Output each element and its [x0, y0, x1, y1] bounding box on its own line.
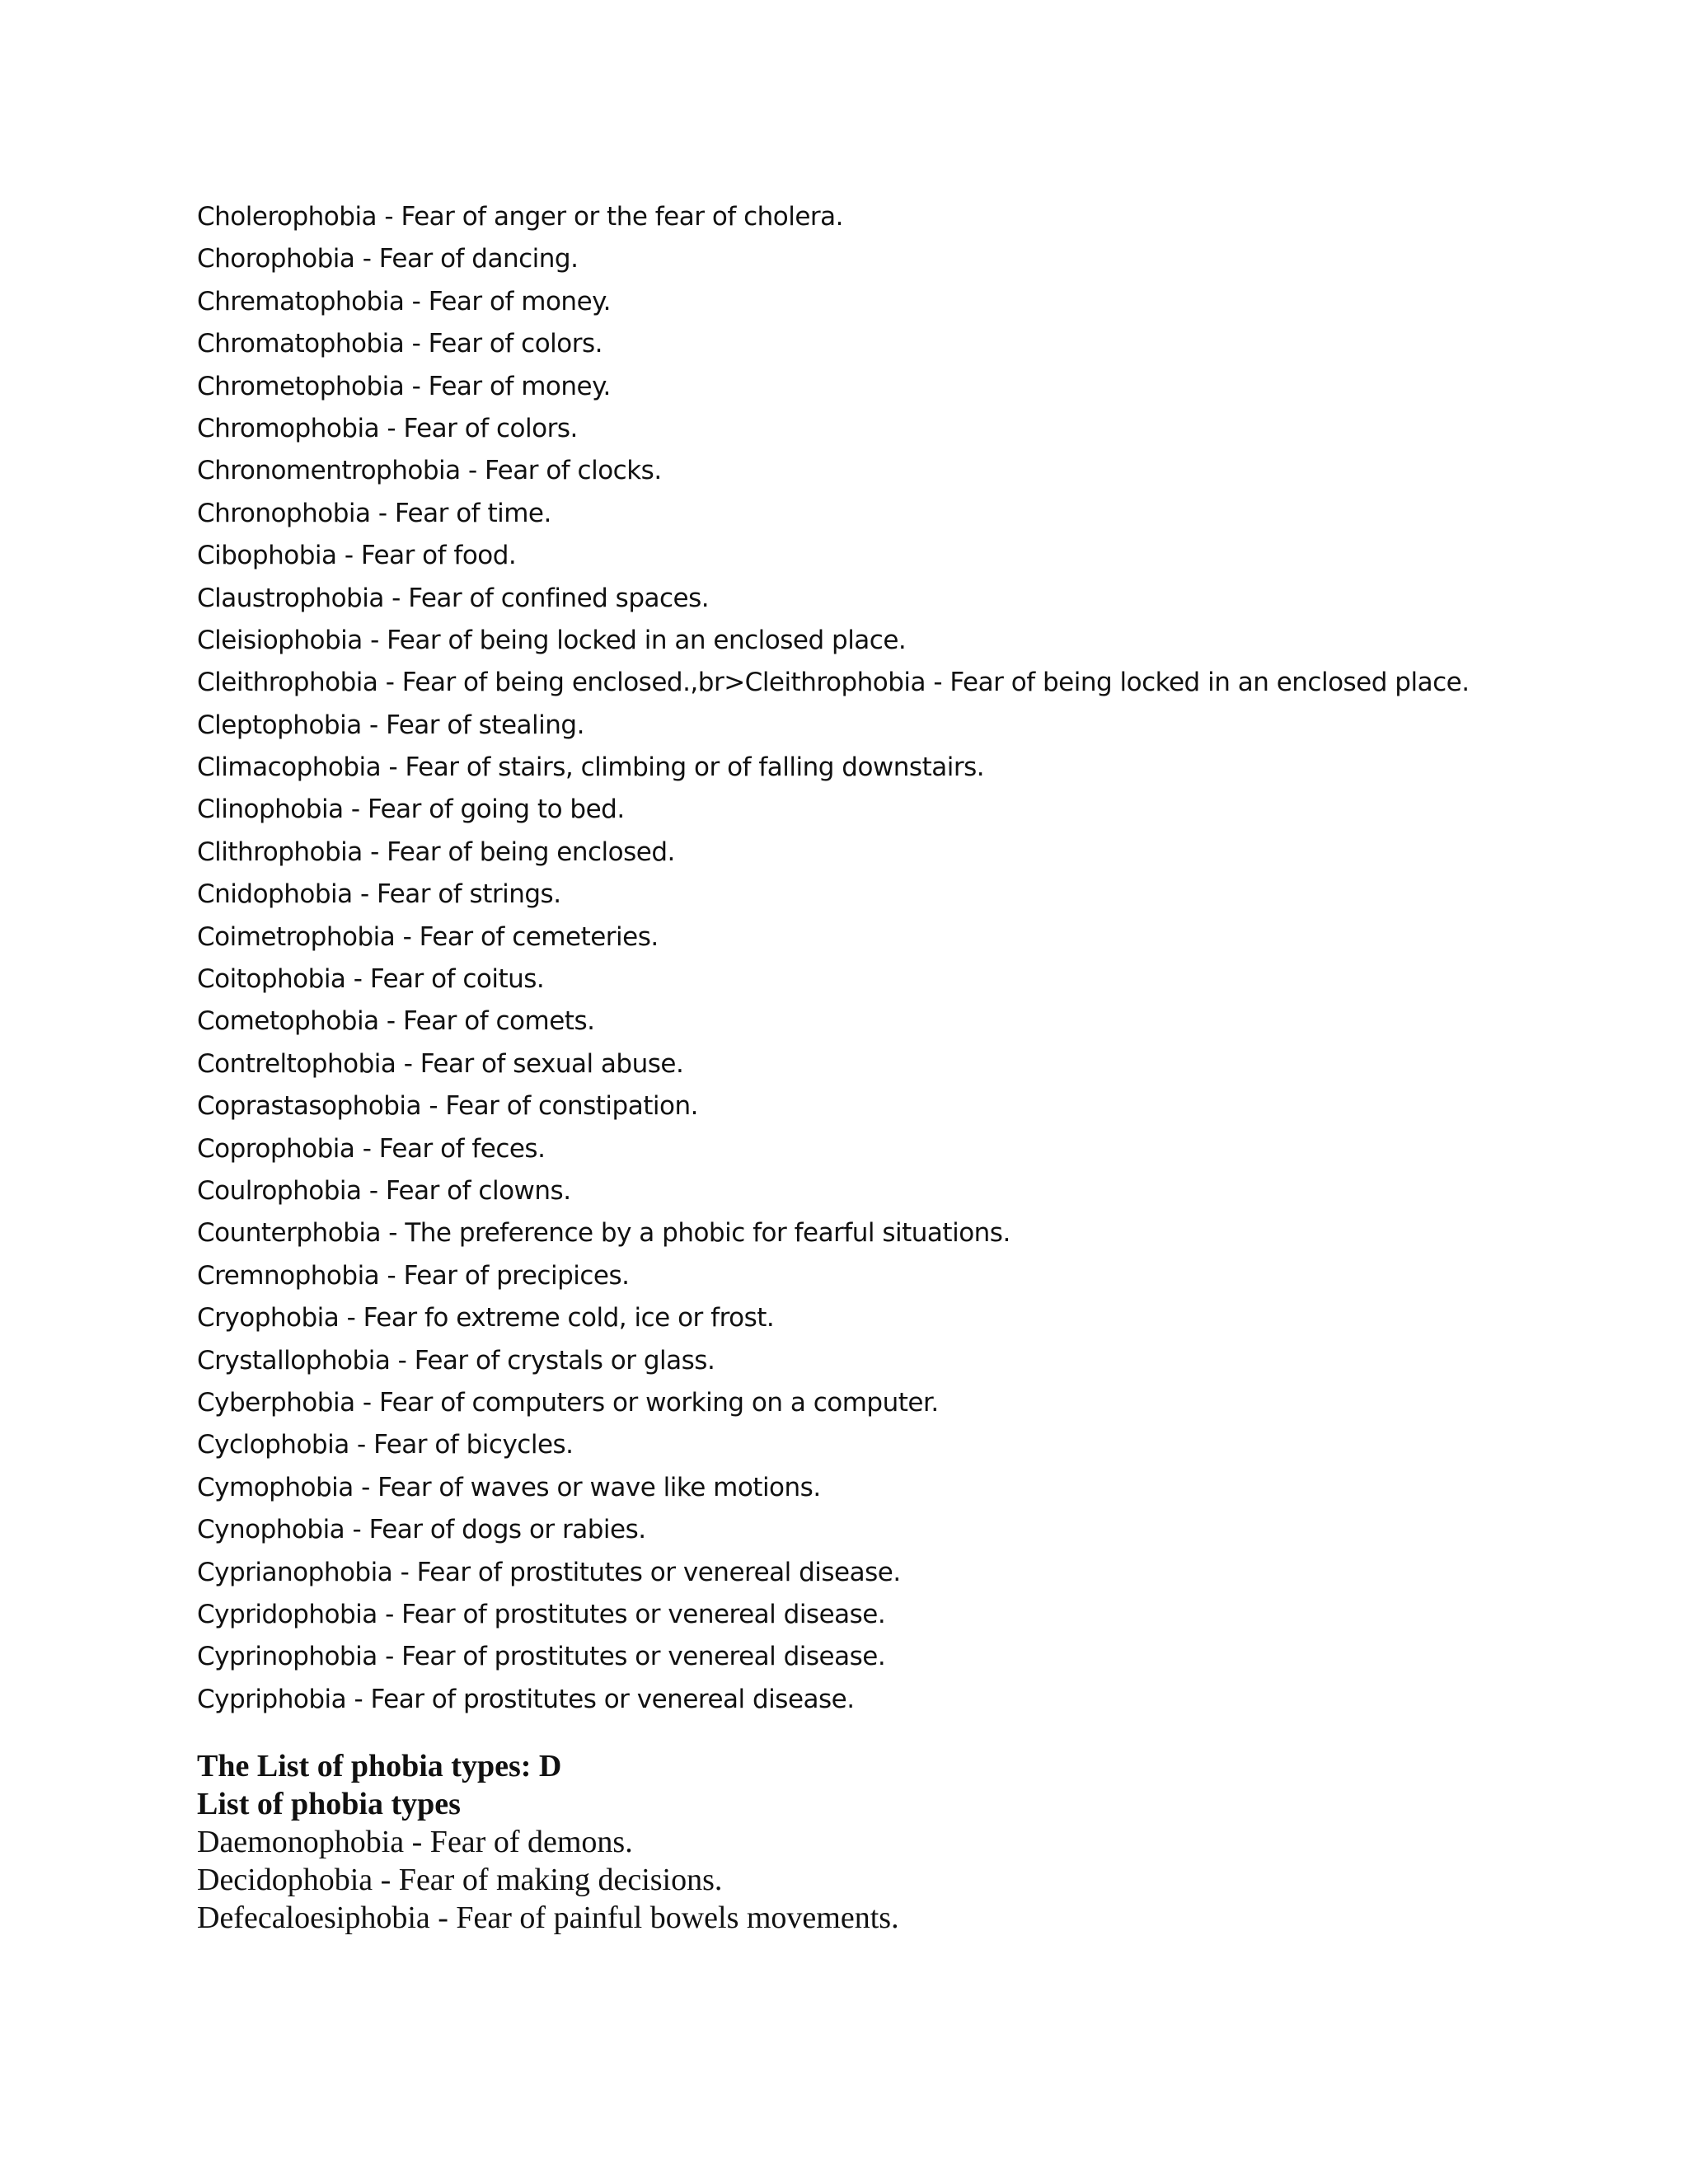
list-item: Cyprinophobia - Fear of prostitutes or venereal disease.: [197, 1642, 886, 1672]
list-item: Cnidophobia - Fear of strings.: [197, 879, 561, 910]
list-item: Chromophobia - Fear of colors.: [197, 413, 578, 443]
list-item: Chrometophobia - Fear of money.: [197, 371, 611, 401]
list-item: Coulrophobia - Fear of clowns.: [197, 1175, 571, 1206]
list-item: Cyprianophobia - Fear of prostitutes or venereal disease.: [197, 1557, 901, 1587]
list-item: Cryophobia - Fear fo extreme cold, ice or frost.: [197, 1303, 775, 1333]
list-item: Chromatophobia - Fear of colors.: [197, 329, 603, 359]
section-subheading: List of phobia types: [197, 1787, 461, 1821]
list-item: Chrematophobia - Fear of money.: [197, 286, 611, 316]
phobia-list-d: [197, 1823, 899, 1937]
phobia-list-c: [197, 196, 1470, 1721]
list-item: Cibophobia - Fear of food.: [197, 541, 517, 571]
list-item: Crystallophobia - Fear of crystals or glass.: [197, 1345, 715, 1376]
list-item: Coprastasophobia - Fear of constipation.: [197, 1091, 698, 1122]
list-item: Cyberphobia - Fear of computers or working on a computer.: [197, 1387, 939, 1418]
section-heading: The List of phobia types: D: [197, 1749, 562, 1783]
list-item: Counterphobia - The preference by a phobic for fearful situations.: [197, 1218, 1010, 1249]
list-item: Climacophobia - Fear of stairs, climbing or of falling downstairs.: [197, 752, 985, 783]
list-item: Defecaloesiphobia - Fear of painful bowels movements.: [197, 1900, 899, 1935]
list-item: Chronomentrophobia - Fear of clocks.: [197, 456, 662, 486]
list-item: Cymophobia - Fear of waves or wave like motions.: [197, 1472, 821, 1502]
list-item: Cleithrophobia - Fear of being enclosed.,br>Cleithrophobia - Fear of being locked in an enclosed place.: [197, 668, 1470, 698]
list-item: Chorophobia - Fear of dancing.: [197, 244, 579, 274]
list-item: Clithrophobia - Fear of being enclosed.: [197, 837, 675, 867]
list-item: Coimetrophobia - Fear of cemeteries.: [197, 921, 659, 952]
list-item: Clinophobia - Fear of going to bed.: [197, 794, 625, 825]
list-item: Chronophobia - Fear of time.: [197, 498, 551, 528]
list-item: Cypridophobia - Fear of prostitutes or venereal disease.: [197, 1599, 886, 1629]
list-item: Cypriphobia - Fear of prostitutes or venereal disease.: [197, 1684, 855, 1714]
list-item: Cleisiophobia - Fear of being locked in an enclosed place.: [197, 625, 907, 655]
list-item: Cleptophobia - Fear of stealing.: [197, 710, 584, 740]
list-item: Cynophobia - Fear of dogs or rabies.: [197, 1515, 646, 1545]
list-item: Contreltophobia - Fear of sexual abuse.: [197, 1048, 684, 1079]
section-d: [197, 1747, 899, 1937]
list-item: Coprophobia - Fear of feces.: [197, 1133, 546, 1164]
list-item: Daemonophobia - Fear of demons.: [197, 1825, 633, 1859]
list-item: Coitophobia - Fear of coitus.: [197, 964, 545, 995]
list-item: Cometophobia - Fear of comets.: [197, 1006, 595, 1037]
list-item: Cyclophobia - Fear of bicycles.: [197, 1430, 574, 1460]
list-item: Decidophobia - Fear of making decisions.: [197, 1863, 723, 1897]
list-item: Cholerophobia - Fear of anger or the fear of cholera.: [197, 202, 844, 232]
list-item: Claustrophobia - Fear of confined spaces.: [197, 583, 710, 613]
list-item: Cremnophobia - Fear of precipices.: [197, 1260, 630, 1291]
